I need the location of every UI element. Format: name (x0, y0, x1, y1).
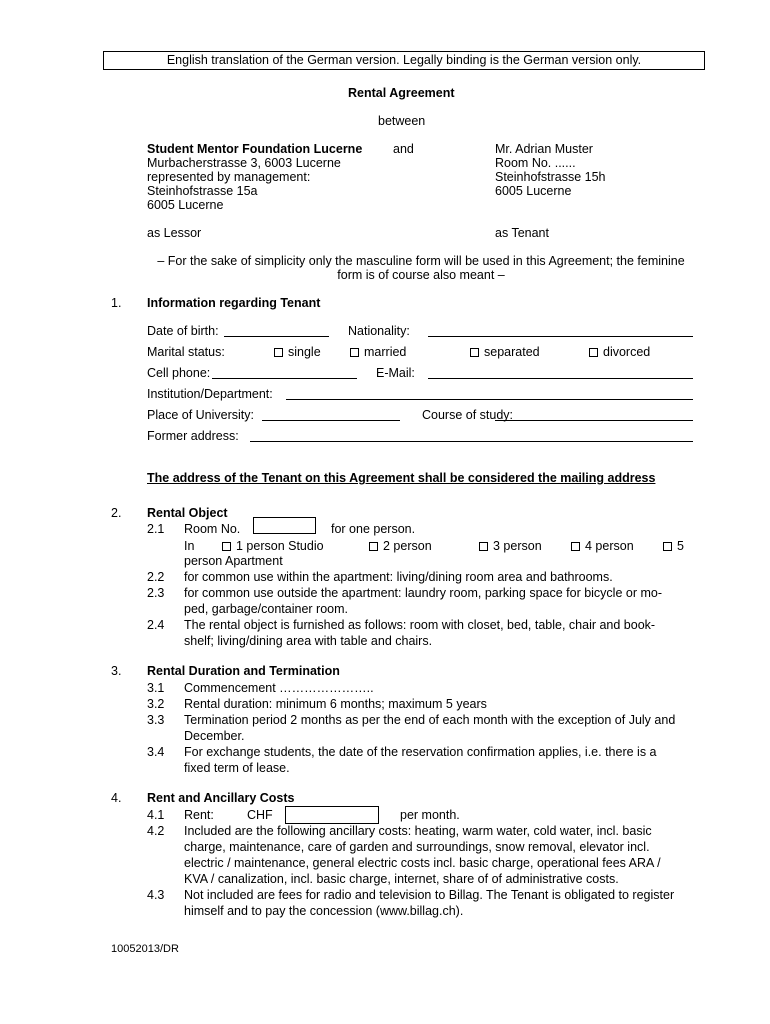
clause-3-2-number: 3.2 (147, 697, 165, 711)
separated-checkbox[interactable] (470, 348, 479, 357)
studio-option[interactable] (222, 539, 324, 553)
lessor-representation: represented by management: (147, 170, 311, 184)
lessor-address: Murbacherstrasse 3, 6003 Lucerne (147, 156, 341, 170)
nationality-field[interactable] (428, 336, 693, 337)
single-option[interactable] (274, 345, 321, 359)
cell-phone-field[interactable] (212, 378, 357, 379)
two-person-option[interactable] (369, 539, 432, 553)
email-field[interactable] (428, 378, 693, 379)
five-person-checkbox[interactable] (663, 542, 672, 551)
person-apartment-label: person Apartment (184, 554, 283, 568)
clause-3-3-text-line2: December. (184, 729, 245, 743)
section-2-number: 2. (111, 506, 122, 520)
married-label: married (364, 345, 407, 359)
divorced-option[interactable] (589, 345, 650, 359)
lessor-role: as Lessor (147, 226, 202, 240)
three-person-label: 3 person (493, 539, 542, 553)
tenant-name: Mr. Adrian Muster (495, 142, 593, 156)
in-label: In (184, 539, 195, 553)
section-4-title: Rent and Ancillary Costs (147, 791, 295, 805)
dob-label: Date of birth: (147, 324, 219, 338)
room-no-input[interactable] (253, 517, 316, 534)
studio-label: 1 person Studio (236, 539, 324, 553)
divorced-checkbox[interactable] (589, 348, 598, 357)
lessor-management-address: Steinhofstrasse 15a (147, 184, 258, 198)
section-3-title: Rental Duration and Termination (147, 664, 340, 678)
three-person-checkbox[interactable] (479, 542, 488, 551)
married-checkbox[interactable] (350, 348, 359, 357)
clause-3-1-text: Commencement ………………….. (184, 681, 374, 695)
divorced-label: divorced (603, 345, 651, 359)
tenant-room: Room No. ...... (495, 156, 576, 170)
former-address-field[interactable] (250, 441, 693, 442)
currency-label: CHF (247, 808, 273, 822)
mailing-address-note: The address of the Tenant on this Agreement shall be considered the mailing address (147, 471, 656, 485)
single-checkbox[interactable] (274, 348, 283, 357)
rent-label: Rent: (184, 808, 214, 822)
clause-3-2-text: Rental duration: minimum 6 months; maximum 5 years (184, 697, 487, 711)
five-person-label: 5 (677, 539, 684, 553)
clause-2-4-number: 2.4 (147, 618, 165, 632)
married-option[interactable] (350, 345, 406, 359)
and-label: and (393, 142, 414, 156)
clause-3-3-number: 3.3 (147, 713, 165, 727)
clause-2-2-text: for common use within the apartment: living/dining room area and bathrooms. (184, 570, 613, 584)
clause-4-2-number: 4.2 (147, 824, 165, 838)
clause-2-3-number: 2.3 (147, 586, 165, 600)
clause-4-3-text-line1: Not included are fees for radio and television to Billag. The Tenant is obligated to register (184, 888, 675, 902)
between-label: between (378, 114, 426, 128)
five-person-option[interactable] (663, 539, 684, 553)
clause-3-1-number: 3.1 (147, 681, 165, 695)
section-2-title: Rental Object (147, 506, 228, 520)
for-one-person-label: for one person. (331, 522, 416, 536)
separated-option[interactable] (470, 345, 540, 359)
clause-3-4-number: 3.4 (147, 745, 165, 759)
two-person-checkbox[interactable] (369, 542, 378, 551)
course-of-study-label: Course of study: (422, 408, 514, 422)
clause-2-4-text-line1: The rental object is furnished as follows: room with closet, bed, table, chair and book- (184, 618, 656, 632)
section-4-number: 4. (111, 791, 122, 805)
nationality-label: Nationality: (348, 324, 410, 338)
dob-field[interactable] (224, 336, 329, 337)
section-1-number: 1. (111, 296, 122, 310)
clause-3-4-text-line2: fixed term of lease. (184, 761, 290, 775)
room-no-label: Room No. (184, 522, 241, 536)
section-3-number: 3. (111, 664, 122, 678)
separated-label: separated (484, 345, 540, 359)
rent-amount-input[interactable] (285, 806, 379, 824)
course-of-study-field[interactable] (495, 420, 693, 421)
clause-4-2-text-line3: electric / maintenance, general electric costs incl. basic charge, operational fees ARA / (184, 856, 661, 870)
tenant-city: 6005 Lucerne (495, 184, 572, 198)
clause-3-4-text-line1: For exchange students, the date of the reservation confirmation applies, i.e. there is a (184, 745, 657, 759)
clause-2-3-text-line2: ped, garbage/container room. (184, 602, 348, 616)
lessor-name: Student Mentor Foundation Lucerne (147, 142, 363, 156)
section-1-title: Information regarding Tenant (147, 296, 321, 310)
institution-field[interactable] (286, 399, 693, 400)
clause-4-3-number: 4.3 (147, 888, 165, 902)
place-of-university-label: Place of University: (147, 408, 254, 422)
clause-2-1-number: 2.1 (147, 522, 165, 536)
clause-4-1-number: 4.1 (147, 808, 165, 822)
single-label: single (288, 345, 321, 359)
four-person-option[interactable] (571, 539, 634, 553)
four-person-checkbox[interactable] (571, 542, 580, 551)
gender-note-line2: form is of course also meant – (337, 268, 505, 282)
former-address-label: Former address: (147, 429, 239, 443)
tenant-role: as Tenant (495, 226, 549, 240)
clause-4-2-text-line2: charge, maintenance, care of garden and surroundings, snow removal, elevator incl. (184, 840, 650, 854)
clause-4-2-text-line4: KVA / canalization, incl. basic charge, internet, share of of administrative costs. (184, 872, 619, 886)
clause-2-4-text-line2: shelf; living/dining area with table and chairs. (184, 634, 433, 648)
lessor-city: 6005 Lucerne (147, 198, 224, 212)
document-title: Rental Agreement (348, 86, 455, 100)
translation-banner: English translation of the German version. Legally binding is the German version only. (103, 51, 705, 70)
institution-label: Institution/Department: (147, 387, 273, 401)
three-person-option[interactable] (479, 539, 542, 553)
cell-phone-label: Cell phone: (147, 366, 211, 380)
clause-2-3-text-line1: for common use outside the apartment: laundry room, parking space for bicycle or mo- (184, 586, 662, 600)
clause-2-2-number: 2.2 (147, 570, 165, 584)
two-person-label: 2 person (383, 539, 432, 553)
marital-status-label: Marital status: (147, 345, 225, 359)
clause-4-3-text-line2: himself and to pay the concession (www.billag.ch). (184, 904, 464, 918)
email-label: E-Mail: (376, 366, 415, 380)
studio-checkbox[interactable] (222, 542, 231, 551)
gender-note-line1: – For the sake of simplicity only the masculine form will be used in this Agreement; the feminine (157, 254, 685, 268)
clause-3-3-text-line1: Termination period 2 months as per the end of each month with the exception of July and (184, 713, 676, 727)
per-month-label: per month. (400, 808, 460, 822)
four-person-label: 4 person (585, 539, 634, 553)
document-footer-code: 10052013/DR (111, 943, 179, 955)
tenant-address: Steinhofstrasse 15h (495, 170, 606, 184)
place-of-university-field[interactable] (262, 420, 400, 421)
clause-4-2-text-line1: Included are the following ancillary costs: heating, warm water, cold water, incl. basic (184, 824, 652, 838)
